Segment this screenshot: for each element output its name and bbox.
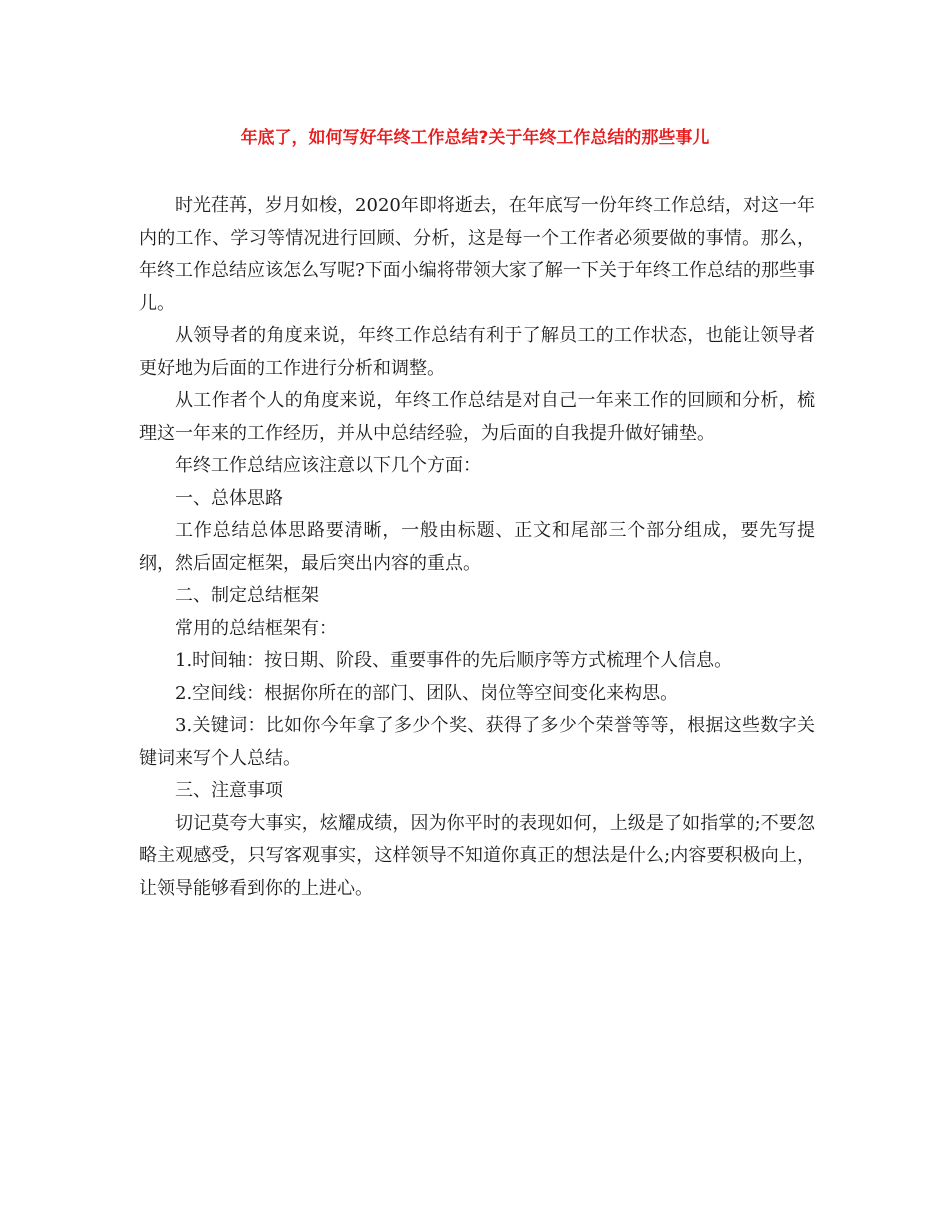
paragraph-leader-view: 从领导者的角度来说，年终工作总结有利于了解员工的工作状态，也能让领导者更好地为后面的工作进行分析和调整。 xyxy=(139,325,815,379)
document-body xyxy=(139,190,815,905)
paragraph-framework-intro: 常用的总结框架有： xyxy=(175,617,337,639)
paragraph-aspects-intro: 年终工作总结应该注意以下几个方面： xyxy=(175,455,481,476)
section-heading-notes: 三、注意事项 xyxy=(175,780,283,801)
paragraph-worker-view: 从工作者个人的角度来说，年终工作总结是对自己一年来工作的回顾和分析，梳理这一年来的工作经历，并从中总结经验，为后面的自我提升做好铺垫。 xyxy=(139,390,815,444)
section-heading-overall-idea: 一、总体思路 xyxy=(175,487,283,509)
paragraph-intro: 时光荏苒，岁月如梭，2020年即将逝去，在年底写一份年终工作总结，对这一年内的工作、学习等情况进行回顾、分析，这是每一个工作者必须要做的事情。那么，年终工作总结应该怎么写呢?下面小编将带领大家了解一下关于年终工作总结的那些事儿。 xyxy=(139,195,815,314)
document-title: 年底了，如何写好年终工作总结?关于年终工作总结的那些事儿 xyxy=(240,128,710,148)
paragraph-overall-idea: 工作总结总体思路要清晰，一般由标题、正文和尾部三个部分组成，要先写提纲，然后固定框架，最后突出内容的重点。 xyxy=(139,520,815,574)
section-heading-framework: 二、制定总结框架 xyxy=(175,585,319,606)
list-item-timeline: 1.时间轴：按日期、阶段、重要事件的先后顺序等方式梳理个人信息。 xyxy=(175,650,733,671)
paragraph-notes: 切记莫夸大事实，炫耀成绩，因为你平时的表现如何，上级是了如指掌的;不要忽略主观感受，只写客观事实，这样领导不知道你真正的想法是什么;内容要积极向上，让领导能够看到你的上进心。 xyxy=(139,812,815,899)
list-item-keywords: 3.关键词：比如你今年拿了多少个奖、获得了多少个荣誉等等，根据这些数字关键词来写个人总结。 xyxy=(139,715,815,769)
list-item-space: 2.空间线：根据你所在的部门、团队、岗位等空间变化来构思。 xyxy=(175,682,679,704)
